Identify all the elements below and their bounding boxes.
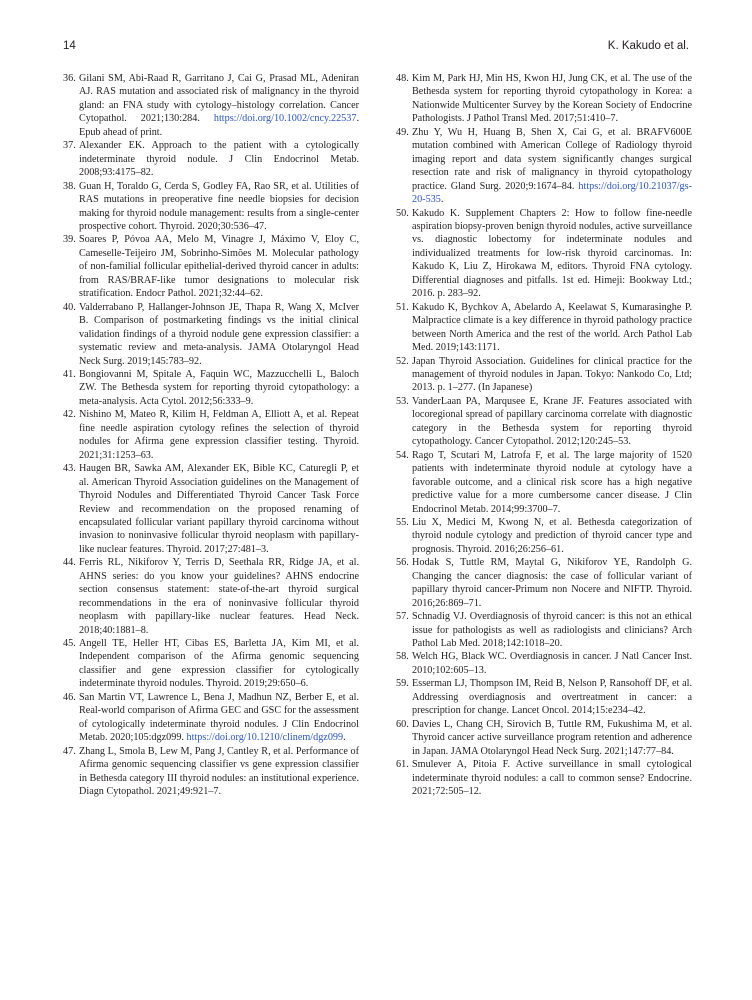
reference-item (396, 301, 692, 355)
reference-column-left (63, 72, 359, 798)
reference-item (63, 180, 359, 234)
reference-number: 38. (63, 180, 76, 192)
doi-link[interactable]: https://doi.org/10.21037/gs-20-535 (412, 180, 693, 206)
reference-item (63, 368, 359, 408)
reference-text: Liu X, Medici M, Kwong N, et al. Bethesda categorization of thyroid nodule cytology and prediction of thyroid cancer type and prognosis. Thyroid. 2016;26:256–61. (412, 516, 692, 555)
reference-number: 45. (63, 638, 76, 650)
reference-item (63, 139, 359, 179)
reference-text: Kim M, Park HJ, Min HS, Kwon HJ, Jung CK, et al. The use of the Bethesda system for reporting thyroid cytopathology in Korea: a Nationwide Multicenter Survey by the Korean Society of Endocrine Pathologists. J Pathol Transl Med. 2017;51:410–7. (412, 73, 692, 125)
reference-item (63, 691, 359, 745)
reference-number: 55. (396, 516, 409, 528)
reference-item (63, 72, 359, 139)
reference-item (396, 650, 692, 677)
reference-item (396, 556, 692, 610)
reference-number: 56. (396, 557, 409, 569)
reference-text: Valderrabano P, Hallanger-Johnson JE, Thapa R, Wang X, McIver B. Comparison of postmarketing findings vs the initial clinical validation findings of a thyroid nodule gene expression classifier: a systematic review and meta-analysis. JAMA Otolaryngol Head Neck Surg. 2019;145:783–92. (79, 301, 359, 367)
reference-number: 43. (63, 463, 76, 475)
reference-text: Schnadig VJ. Overdiagnosis of thyroid cancer: is this not an ethical issue for pathologists as well as radiologists and clinicians? Arch Pathol Lab Med. 2018;142:1018–20. (412, 611, 692, 650)
reference-item (396, 207, 692, 301)
reference-suffix: . (343, 732, 346, 744)
reference-text: Zhang L, Smola B, Lew M, Pang J, Cantley R, et al. Performance of Afirma genomic sequencing classifier vs gene expression classifier in Bethesda category III thyroid nodules: an institutional experience. Diagn Cytopathol. 2021;49:921–7. (79, 745, 359, 798)
reference-suffix: . (440, 194, 444, 206)
reference-text: Hodak S, Tuttle RM, Maytal G, Nikiforov YE, Randolph G. Changing the cancer diagnosis: the case of follicular variant of papillary thyroid cancer-Primum non Nocere and NIFTP. Thyroid. 2016;26:869–71. (412, 557, 692, 609)
reference-text: Soares P, Póvoa AA, Melo M, Vinagre J, Máximo V, Eloy C, Cameselle-Teijeiro JM, Sobrinho-Simões M. Molecular pathology of non-familial follicular epithelial-derived thyroid cancer in adults: from RAS/BRAF-like tumor designations to molecular risk stratification. Endocr Pathol. 2021;32:44–62. (79, 234, 359, 300)
reference-item (396, 718, 692, 758)
reference-text: Smulever A, Pitoia F. Active surveillance in small cytological indeterminate thyroid nodules: a call to common sense? Endocrine. 2021;72:505–12. (412, 759, 692, 798)
reference-number: 48. (396, 73, 409, 84)
reference-text: Nishino M, Mateo R, Kilim H, Feldman A, Elliott A, et al. Repeat fine needle aspiration cytology refines the selection of thyroid nodules for Afirma gene expression classifier testing. Thyroid. 2021;31:1253–63. (79, 409, 359, 461)
reference-text: Japan Thyroid Association. Guidelines for clinical practice for the management of thyroid nodules in Japan. Tokyo: Nankodo Co, Ltd; 2013. p. 1–277. (In Japanese) (412, 355, 692, 394)
reference-text: Ferris RL, Nikiforov Y, Terris D, Seethala RR, Ridge JA, et al. AHNS series: do you know your guidelines? AHNS endocrine section consensus statement: state-of-the-art thyroid surgical recommendations in the era of noninvasive follicular thyroid neoplasm with papillary-like nuclear features. Head Neck. 2018;40:1881–8. (79, 557, 359, 636)
reference-item (396, 449, 692, 516)
reference-number: 61. (396, 759, 409, 771)
reference-number: 49. (396, 126, 409, 138)
page-header (63, 40, 689, 56)
reference-number: 59. (396, 678, 409, 690)
reference-number: 52. (396, 355, 409, 367)
reference-text: VanderLaan PA, Marqusee E, Krane JF. Features associated with locoregional spread of papillary carcinoma correlate with diagnostic category in the Bethesda system for reporting thyroid cytopathology. Cancer Cytopathol. 2012;120:245–53. (412, 395, 692, 448)
reference-column-right (396, 72, 692, 798)
reference-number: 60. (396, 718, 409, 730)
reference-text: Zhu Y, Wu H, Huang B, Shen X, Cai G, et al. BRAFV600E mutation combined with American College of Radiology thyroid imaging report and data system significantly changes surgical resection rate and risk of malignancy in thyroid cytopathology practice. Gland Surg. 2020;9:1674–84. (412, 126, 692, 192)
reference-text: Kakudo K, Bychkov A, Abelardo A, Keelawat S, Kumarasinghe P. Malpractice climate is a key difference in thyroid pathology practice between North America and the rest of the world. Arch Pathol Lab Med. 2019;143:1171. (412, 301, 692, 354)
reference-number: 58. (396, 651, 409, 663)
reference-text: Kakudo K. Supplement Chapters 2: How to follow fine-needle aspiration biopsy-proven benign thyroid nodules, active surveillance vs. diagnostic lobectomy for indeterminate nodules and individualized treatments for low-risk thyroid carcinomas. In: Kakudo K, Liu Z, Hirokawa M, editors. Thyroid FNA cytology. Differential diagnoses and pitfalls. 1st ed. Himeji: Bookway Ltd.; 2016. p. 283–92. (412, 207, 692, 300)
reference-item (396, 126, 692, 207)
reference-item (63, 301, 359, 368)
reference-text: Gilani SM, Abi-Raad R, Garritano J, Cai G, Prasad ML, Adeniran AJ. RAS mutation and associated risk of malignancy in the thyroid gland: an FNA study with cytology–histology correlation. Cancer Cytopathol. 2021;130:284. (79, 73, 359, 125)
reference-number: 37. (63, 140, 76, 152)
reference-text: Bongiovanni M, Spitale A, Faquin WC, Mazzucchelli L, Baloch ZW. The Bethesda system for reporting thyroid cytopathology: a meta-analysis. Acta Cytol. 2012;56:333–9. (79, 368, 359, 407)
running-head: K. Kakudo et al. (607, 40, 689, 52)
reference-text: Angell TE, Heller HT, Cibas ES, Barletta JA, Kim MI, et al. Independent comparison of the Afirma genomic sequencing classifier and gene expression classifier for cytologically indeterminate thyroid nodules. Thyroid. 2019;29:650–6. (79, 638, 359, 690)
doi-link[interactable]: https://doi.org/10.1210/clinem/dgz099 (186, 732, 344, 744)
reference-number: 53. (396, 395, 409, 407)
reference-text: Guan H, Toraldo G, Cerda S, Godley FA, Rao SR, et al. Utilities of RAS mutations in preoperative fine needle biopsies for decision making for thyroid nodule management: results from a single-center prospective cohort. Thyroid. 2020;30:536–47. (79, 180, 359, 232)
reference-number: 44. (63, 557, 76, 569)
reference-item (396, 677, 692, 717)
reference-item (63, 556, 359, 637)
reference-number: 46. (63, 691, 76, 703)
reference-text: Davies L, Chang CH, Sirovich B, Tuttle RM, Fukushima M, et al. Thyroid cancer active surveillance program retention and adherence in Japan. JAMA Otolaryngol Head Neck Surg. 2021;147:77–84. (412, 718, 692, 757)
reference-number: 39. (63, 234, 76, 246)
reference-item (396, 610, 692, 650)
reference-number: 36. (63, 73, 76, 84)
reference-item (63, 637, 359, 691)
reference-number: 51. (396, 301, 409, 313)
reference-text: Haugen BR, Sawka AM, Alexander EK, Bible KC, Caturegli P, et al. American Thyroid Association guidelines on the Management of Thyroid Nodules and Differentiated Thyroid Cancer Task Force Review and recommendation on the proposed renaming of encapsulated follicular variant papillary thyroid carcinoma without invasion to noninvasive follicular thyroid neoplasm with papillary-like nuclear features. Thyroid. 2017;27:481–3. (79, 463, 359, 555)
reference-text: Rago T, Scutari M, Latrofa F, et al. The large majority of 1520 patients with indeterminate thyroid nodule at cytology have a favorable outcome, and a clinical risk score has a high negative predictive value for a more cumbersome cancer disease. J Clin Endocrinol Metab. 2014;99:3700–7. (412, 449, 692, 515)
reference-item (396, 355, 692, 395)
doi-link[interactable]: https://doi.org/10.1002/cncy.22537 (213, 113, 357, 125)
reference-number: 42. (63, 409, 76, 421)
reference-item (63, 462, 359, 556)
reference-text: Esserman LJ, Thompson IM, Reid B, Nelson P, Ransohoff DF, et al. Addressing overdiagnosis and overtreatment in cancer: a prescription for change. Lancet Oncol. 2014;15:e234–42. (412, 678, 692, 717)
reference-item (396, 516, 692, 556)
reference-number: 54. (396, 449, 409, 461)
reference-text: Alexander EK. Approach to the patient with a cytologically indeterminate thyroid nodule. J Clin Endocrinol Metab. 2008;93:4175–82. (79, 140, 359, 179)
reference-number: 40. (63, 301, 76, 313)
reference-suffix: . Epub ahead of print. (79, 113, 360, 138)
reference-item (63, 233, 359, 300)
reference-text: Welch HG, Black WC. Overdiagnosis in cancer. J Natl Cancer Inst. 2010;102:605–13. (412, 651, 692, 676)
reference-number: 50. (396, 207, 409, 219)
page-number: 14 (63, 40, 76, 52)
reference-text: San Martin VT, Lawrence L, Bena J, Madhun NZ, Berber E, et al. Real-world comparison of Afirma GEC and GSC for the assessment of cytologically indeterminate thyroid nodules. J Clin Endocrinol Metab. 2020;105:dgz099. (79, 691, 359, 744)
reference-item (396, 758, 692, 798)
reference-number: 41. (63, 368, 76, 380)
reference-item (396, 72, 692, 126)
reference-item (63, 745, 359, 799)
reference-item (396, 395, 692, 449)
reference-number: 47. (63, 745, 76, 757)
reference-item (63, 408, 359, 462)
reference-number: 57. (396, 611, 409, 623)
